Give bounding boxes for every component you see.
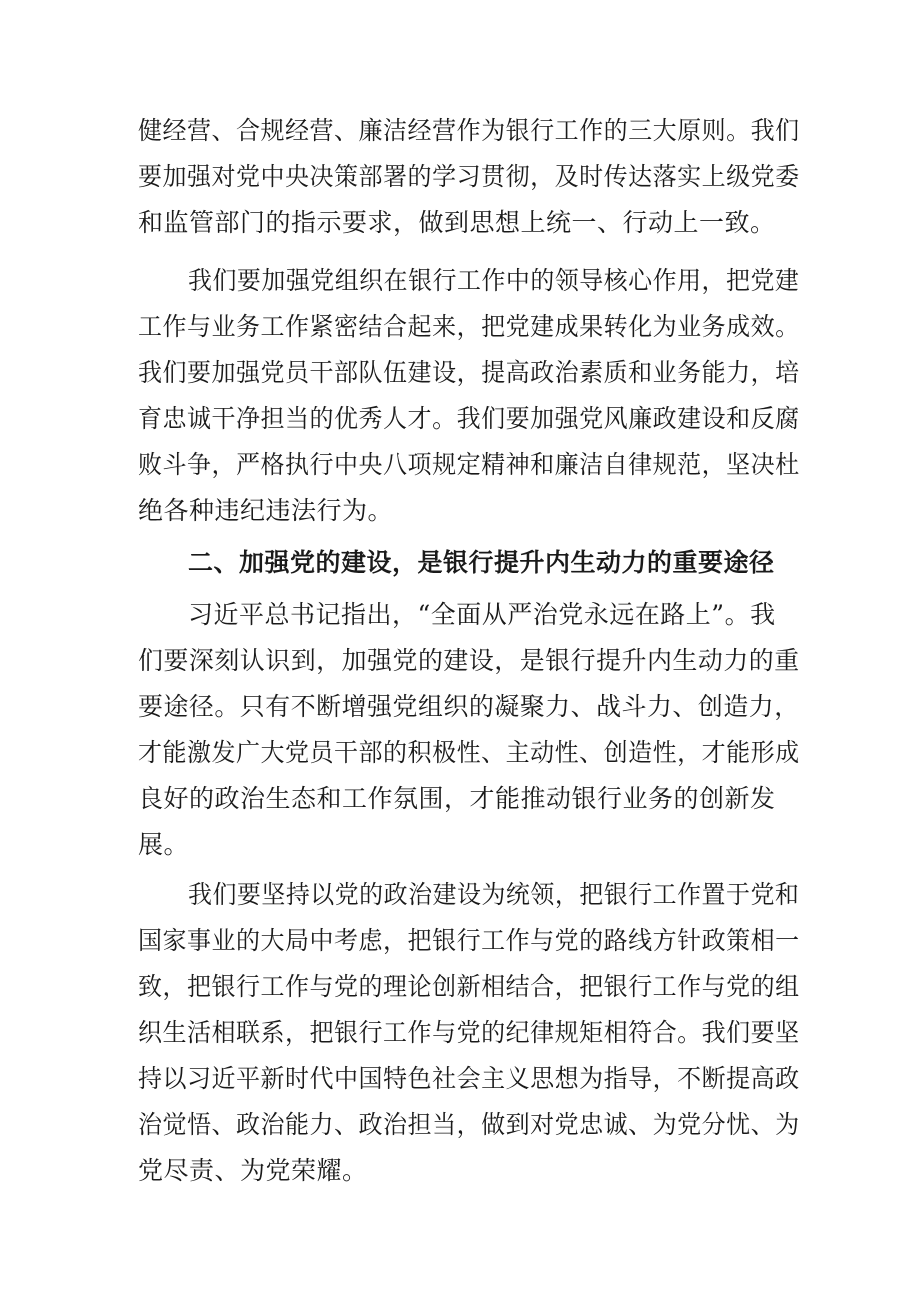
text-line: 和监管部门的指示要求，做到思想上统一、行动上一致。 <box>138 208 776 237</box>
text-line: 败斗争，严格执行中央八项规定精神和廉洁自律规范，坚决杜 <box>138 450 800 479</box>
text-line: 我们要坚持以党的政治建设为统领，把银行工作置于党和 <box>188 880 800 909</box>
text-line: 党尽责、为党荣耀。 <box>138 1156 368 1185</box>
text-line: 绝各种违纪违法行为。 <box>138 496 394 525</box>
section-heading: 二、加强党的建设，是银行提升内生动力的重要途径 <box>188 548 775 577</box>
text-line: 持以习近平新时代中国特色社会主义思想为指导，不断提高政 <box>138 1064 800 1093</box>
text-line: 健经营、合规经营、廉洁经营作为银行工作的三大原则。我们 <box>138 116 800 145</box>
text-line: 我们要加强党组织在银行工作中的领导核心作用，把党建 <box>188 266 800 295</box>
text-line: 育忠诚干净担当的优秀人才。我们要加强党风廉政建设和反腐 <box>138 404 800 433</box>
text-line: 们要深刻认识到，加强党的建设，是银行提升内生动力的重 <box>138 646 800 675</box>
text-line: 才能激发广大党员干部的积极性、主动性、创造性，才能形成 <box>138 738 800 767</box>
text-line: 国家事业的大局中考虑，把银行工作与党的路线方针政策相一 <box>138 926 800 955</box>
text-line: 工作与业务工作紧密结合起来，把党建成果转化为业务成效。 <box>138 312 800 341</box>
text-line: 习近平总书记指出，“全面从严治党永远在路上”。我 <box>188 600 776 629</box>
text-line: 我们要加强党员干部队伍建设，提高政治素质和业务能力，培 <box>138 358 800 387</box>
text-line: 治觉悟、政治能力、政治担当，做到对党忠诚、为党分忧、为 <box>138 1110 800 1139</box>
text-line: 良好的政治生态和工作氛围，才能推动银行业务的创新发 <box>138 784 776 813</box>
text-line: 展。 <box>138 830 190 859</box>
text-line: 要加强对党中央决策部署的学习贯彻，及时传达落实上级党委 <box>138 162 800 191</box>
text-line: 织生活相联系，把银行工作与党的纪律规矩相符合。我们要坚 <box>138 1018 800 1047</box>
text-line: 要途径。只有不断增强党组织的凝聚力、战斗力、创造力， <box>138 692 800 721</box>
text-line: 致，把银行工作与党的理论创新相结合，把银行工作与党的组 <box>138 972 800 1001</box>
